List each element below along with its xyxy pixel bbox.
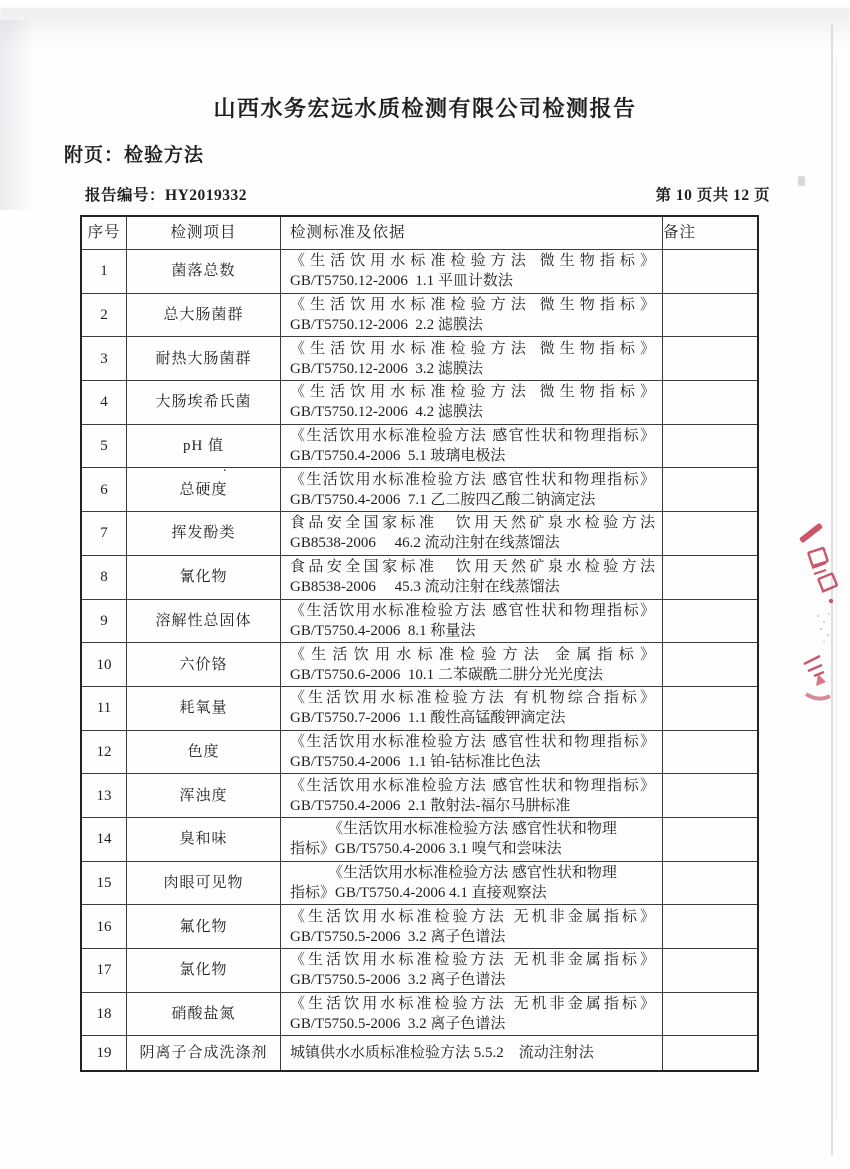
standard-line: GB/T5750.4-2006 5.1 玻璃电极法 — [290, 448, 506, 465]
red-seal-fragment-stamp — [788, 468, 850, 733]
row-number-cell: 3 — [82, 337, 127, 381]
standard-line: 《生活饮用水标准检验方法 感官性状和物理指标》 — [290, 733, 655, 750]
standard-cell — [281, 774, 663, 818]
standard-cell — [281, 600, 663, 644]
standard-cell — [281, 643, 663, 687]
remark-cell — [663, 949, 757, 993]
standard-cell — [281, 250, 663, 294]
standard-line: 《生活饮用水标准检验方法 微生物指标》 — [290, 297, 655, 314]
standard-cell — [281, 425, 663, 469]
item-cell: 菌落总数 — [127, 250, 281, 294]
remark-cell — [663, 818, 757, 862]
item-cell: 臭和味 — [127, 818, 281, 862]
row-number-cell: 13 — [82, 774, 127, 818]
standard-line: GB/T5750.5-2006 3.2 离子色谱法 — [290, 1016, 506, 1033]
standard-line: GB/T5750.12-2006 4.2 滤膜法 — [290, 404, 483, 421]
row-number-cell: 6 — [82, 468, 127, 512]
standard-line: GB/T5750.12-2006 2.2 滤膜法 — [290, 317, 483, 334]
standard-line: GB/T5750.4-2006 2.1 散射法-福尔马肼标准 — [290, 797, 571, 814]
row-number-cell: 19 — [82, 1036, 127, 1070]
item-cell: 大肠埃希氏菌 — [127, 381, 281, 425]
item-cell: 阴离子合成洗涤剂 — [127, 1036, 281, 1070]
remark-cell — [663, 1036, 757, 1070]
remark-cell — [663, 337, 757, 381]
row-number-cell: 15 — [82, 862, 127, 906]
standard-line: GB/T5750.5-2006 3.2 离子色谱法 — [290, 928, 506, 945]
report-meta-row — [85, 183, 770, 205]
remark-cell — [663, 687, 757, 731]
remark-cell — [663, 468, 757, 512]
standard-line: GB8538-2006 45.3 流动注射在线蒸馏法 — [290, 579, 560, 596]
row-number-cell: 17 — [82, 949, 127, 993]
standard-line: 《生活饮用水标准检验方法 感官性状和物理指标》 — [290, 471, 655, 488]
item-cell: 六价铬 — [127, 643, 281, 687]
standard-line: 《生活饮用水标准检验方法 无机非金属指标》 — [290, 996, 655, 1013]
standard-line: GB/T5750.5-2006 3.2 离子色谱法 — [290, 972, 506, 989]
column-header: 检测项目 — [127, 217, 281, 250]
standard-line: GB/T5750.4-2006 1.1 铂-钴标准比色法 — [290, 753, 541, 770]
standard-cell — [281, 556, 663, 600]
item-cell: pH 值 — [127, 425, 281, 469]
remark-cell — [663, 512, 757, 556]
stray-dot-artifact: . — [223, 460, 227, 475]
item-cell: 挥发酚类 — [127, 512, 281, 556]
report-number-label: 报告编号： — [85, 187, 166, 204]
item-cell: 肉眼可见物 — [127, 862, 281, 906]
scan-shadow-top — [0, 8, 850, 48]
standard-line: 《生活饮用水标准检验方法 金属指标》 — [290, 646, 655, 663]
remark-cell — [663, 556, 757, 600]
report-number — [85, 183, 247, 205]
standard-cell — [281, 993, 663, 1037]
report-number-value: HY2019332 — [165, 187, 248, 204]
standard-line: 指标》GB/T5750.4-2006 4.1 直接观察法 — [290, 884, 547, 901]
report-title: 山西水务宏远水质检测有限公司检测报告 — [213, 96, 637, 121]
standard-line: GB/T5750.4-2006 8.1 称量法 — [290, 622, 476, 639]
methods-table — [80, 215, 759, 1072]
item-cell: 氟化物 — [127, 905, 281, 949]
item-cell: 色度 — [127, 731, 281, 775]
standard-cell — [281, 294, 663, 338]
row-number-cell: 11 — [82, 687, 127, 731]
standard-line: GB/T5750.7-2006 1.1 酸性高锰酸钾滴定法 — [290, 710, 566, 727]
row-number-cell: 4 — [82, 381, 127, 425]
row-number-cell: 7 — [82, 512, 127, 556]
standard-line: GB/T5750.4-2006 7.1 乙二胺四乙酸二钠滴定法 — [290, 491, 596, 508]
standard-line: GB/T5750.12-2006 3.2 滤膜法 — [290, 360, 483, 377]
page-indicator: 第 10 页共 12 页 — [655, 187, 770, 204]
item-cell: 耗氧量 — [127, 687, 281, 731]
item-cell: 总硬度 — [127, 468, 281, 512]
remark-cell — [663, 294, 757, 338]
item-cell: 氰化物 — [127, 556, 281, 600]
standard-line: GB/T5750.12-2006 1.1 平皿计数法 — [290, 273, 513, 290]
standard-cell — [281, 862, 663, 906]
column-header: 检测标准及依据 — [281, 217, 663, 250]
standard-line: 《生活饮用水标准检验方法 微生物指标》 — [290, 340, 655, 357]
standard-cell — [281, 1036, 663, 1070]
standard-line: 食品安全国家标准 饮用天然矿泉水检验方法 — [290, 515, 655, 532]
standard-cell — [281, 687, 663, 731]
remark-cell — [663, 381, 757, 425]
row-number-cell: 18 — [82, 993, 127, 1037]
item-cell: 浑浊度 — [127, 774, 281, 818]
row-number-cell: 9 — [82, 600, 127, 644]
remark-cell — [663, 905, 757, 949]
item-cell: 总大肠菌群 — [127, 294, 281, 338]
standard-cell — [281, 512, 663, 556]
remark-cell — [663, 993, 757, 1037]
row-number-cell: 10 — [82, 643, 127, 687]
item-cell: 硝酸盐氮 — [127, 993, 281, 1037]
standard-cell — [281, 337, 663, 381]
standard-cell — [281, 468, 663, 512]
row-number-cell: 8 — [82, 556, 127, 600]
standard-line: 《生活饮用水标准检验方法 感官性状和物理 — [328, 821, 617, 838]
appendix-title: 附页：检验方法 — [64, 145, 205, 166]
standard-line: 《生活饮用水标准检验方法 感官性状和物理指标》 — [290, 602, 655, 619]
standard-line: 食品安全国家标准 饮用天然矿泉水检验方法 — [290, 559, 655, 576]
row-number-cell: 12 — [82, 731, 127, 775]
row-number-cell: 16 — [82, 905, 127, 949]
standard-line: GB8538-2006 46.2 流动注射在线蒸馏法 — [290, 535, 560, 552]
standard-cell — [281, 381, 663, 425]
standard-line: 《生活饮用水标准检验方法 微生物指标》 — [290, 384, 655, 401]
standard-line: 《生活饮用水标准检验方法 无机非金属指标》 — [290, 952, 655, 969]
column-header: 序号 — [82, 217, 127, 250]
standard-line: 指标》GB/T5750.4-2006 3.1 嗅气和尝味法 — [290, 841, 562, 858]
standard-cell — [281, 905, 663, 949]
remark-cell — [663, 731, 757, 775]
row-number-cell: 1 — [82, 250, 127, 294]
standard-line: 《生活饮用水标准检验方法 感官性状和物理指标》 — [290, 777, 655, 794]
standard-line: 《生活饮用水标准检验方法 有机物综合指标》 — [290, 690, 655, 707]
standard-cell — [281, 949, 663, 993]
item-cell: 氯化物 — [127, 949, 281, 993]
remark-cell — [663, 774, 757, 818]
row-number-cell: 2 — [82, 294, 127, 338]
standard-line: GB/T5750.6-2006 10.1 二苯碳酰二肼分光光度法 — [290, 666, 603, 683]
standard-cell — [281, 818, 663, 862]
standard-line: 《生活饮用水标准检验方法 微生物指标》 — [290, 253, 655, 270]
remark-cell — [663, 643, 757, 687]
remark-cell — [663, 600, 757, 644]
item-cell: 溶解性总固体 — [127, 600, 281, 644]
standard-line: 《生活饮用水标准检验方法 感官性状和物理指标》 — [290, 428, 655, 445]
scan-speck — [798, 176, 805, 186]
remark-cell — [663, 862, 757, 906]
column-header: 备注 — [663, 217, 757, 250]
standard-cell — [281, 731, 663, 775]
item-cell: 耐热大肠菌群 — [127, 337, 281, 381]
remark-cell — [663, 425, 757, 469]
standard-line: 《生活饮用水标准检验方法 无机非金属指标》 — [290, 908, 655, 925]
row-number-cell: 5 — [82, 425, 127, 469]
remark-cell — [663, 250, 757, 294]
standard-line: 《生活饮用水标准检验方法 感官性状和物理 — [328, 864, 617, 881]
row-number-cell: 14 — [82, 818, 127, 862]
standard-line: 城镇供水水质标准检验方法 5.5.2 流动注射法 — [290, 1045, 594, 1062]
